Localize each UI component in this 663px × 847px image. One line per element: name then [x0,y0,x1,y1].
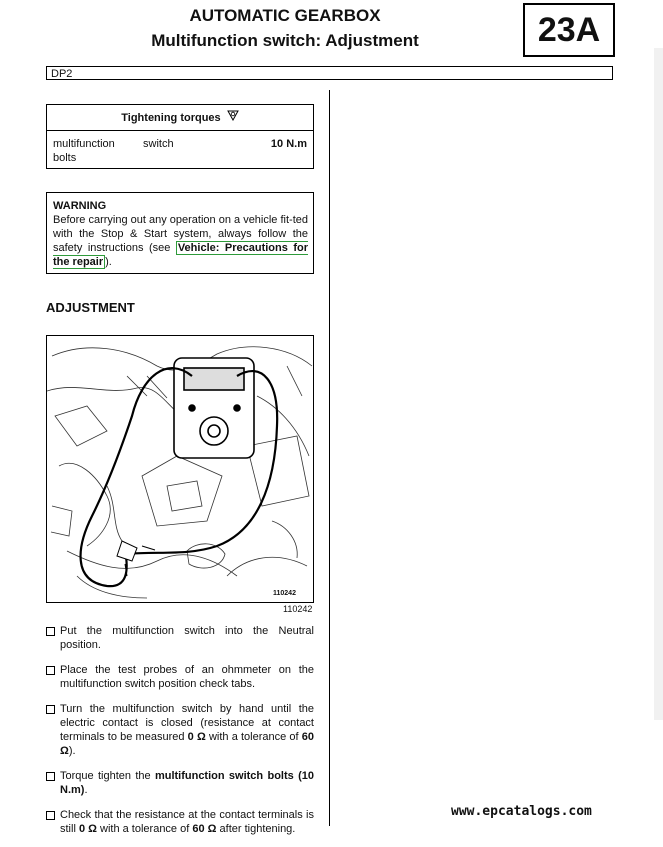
figure-code: 110242 [283,604,313,614]
column-divider [329,90,330,826]
page-subtitle: Multifunction switch: Adjustment [151,31,419,50]
list-item: Put the multifunction switch into the Neutral position. [46,624,314,652]
checkbox-bullet-icon [46,811,55,820]
precautions-link[interactable]: Vehicle: Precautions for the repair [53,242,308,268]
torque-table [46,104,314,169]
list-item: Check that the resistance at the contact terminals is still 0 Ω with a tolerance of 60 Ω after tightening. [46,808,314,836]
torque-table-header [47,105,313,131]
list-item: Torque tighten the multifunction switch bolts (10 N.m). [46,769,314,797]
scrollbar[interactable] [654,48,663,720]
figure-code-inset: 110242 [273,590,296,597]
list-item: Place the test probes of an ohmmeter on the multifunction switch position check tabs. [46,663,314,691]
checkbox-bullet-icon [46,627,55,636]
checkbox-bullet-icon [46,772,55,781]
torque-item-label-2: switch [143,138,174,150]
torque-triangle-icon [227,105,239,131]
warning-title: WARNING [53,200,107,212]
warning-box [46,192,314,274]
page-title: AUTOMATIC GEARBOX [189,6,381,25]
checkbox-bullet-icon [46,666,55,675]
watermark: www.epcatalogs.com [451,804,592,819]
section-code-badge: 23A [523,3,615,57]
torque-item-label: multifunction bolts [53,138,115,164]
warning-body: Before carrying out any operation on a vehicle fit-ted with the Stop & Start system, always follow the safety instructions (see Vehicle: Precautions for the repair ). [53,214,308,268]
steps-list [46,624,314,847]
engine-bay-illustration [46,335,314,603]
adjustment-heading: ADJUSTMENT [46,300,135,315]
vehicle-code-bar: DP2 [46,66,613,80]
torque-value: 10 N.m [270,138,307,150]
torque-table-title: Tightening torques [121,112,221,124]
checkbox-bullet-icon [46,705,55,714]
list-item: Turn the multifunction switch by hand until the electric contact is closed (resistance at contact terminals to be measured 0 Ω with a tolerance of 60 Ω). [46,702,314,758]
